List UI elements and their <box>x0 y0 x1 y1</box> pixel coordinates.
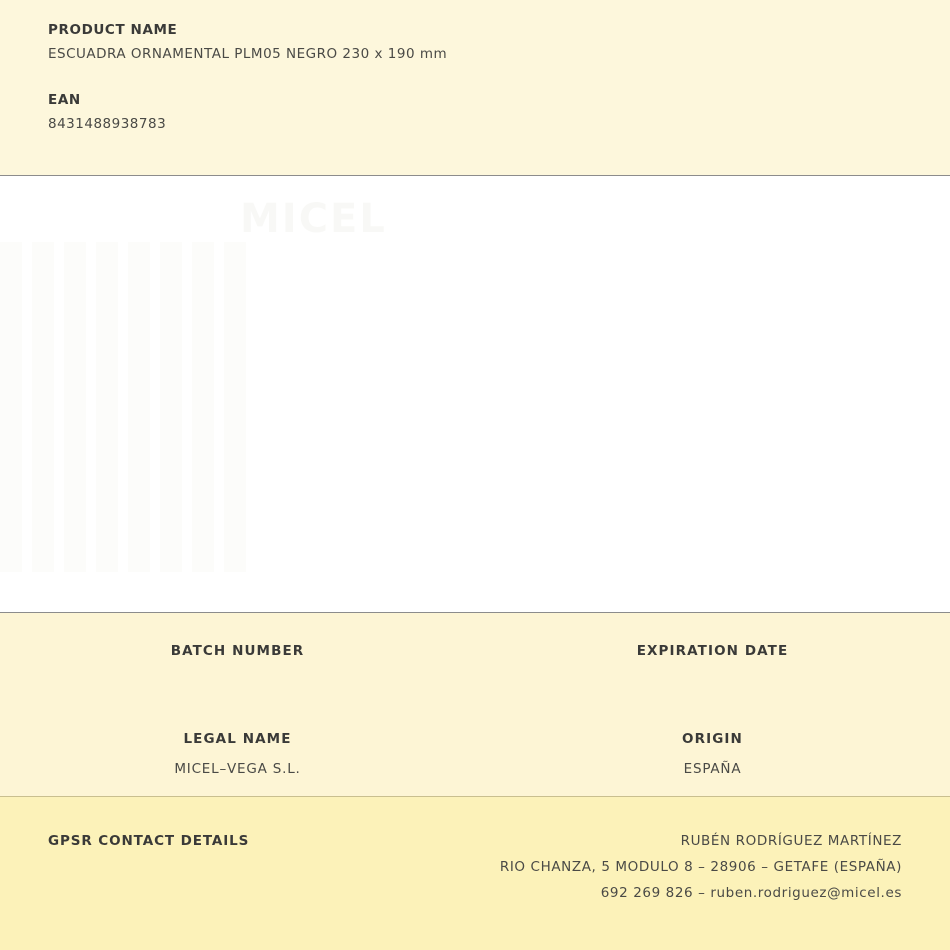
legal-name-label: LEGAL NAME <box>183 731 292 747</box>
expiration-date-value <box>475 659 950 675</box>
contact-address: RIO CHANZA, 5 MODULO 8 – 28906 – GETAFE (ESPAÑA) <box>499 859 902 875</box>
batch-row-2 <box>0 731 950 777</box>
contact-phone-email: 692 269 826 – ruben.rodriguez@micel.es <box>600 885 902 901</box>
gpsr-contact-details <box>500 833 902 911</box>
expiration-date-label: EXPIRATION DATE <box>636 643 789 659</box>
legal-name-cell <box>0 731 475 777</box>
ghost-bar <box>128 242 150 572</box>
product-image-placeholder <box>0 182 500 602</box>
ghost-bar <box>160 242 182 572</box>
spacer <box>48 62 950 92</box>
ghost-bar <box>0 242 22 572</box>
origin-label: ORIGIN <box>682 731 743 747</box>
ghost-bar <box>64 242 86 572</box>
ghost-bar <box>224 242 246 572</box>
batch-number-label: BATCH NUMBER <box>170 643 305 659</box>
ean-value: 8431488938783 <box>48 116 167 132</box>
contact-name: RUBÉN RODRÍGUEZ MARTÍNEZ <box>680 833 902 849</box>
batch-details-block <box>0 613 950 797</box>
batch-row-1 <box>0 643 950 675</box>
ghost-bar <box>32 242 54 572</box>
ean-label: EAN <box>48 92 81 108</box>
ghost-bar <box>192 242 214 572</box>
gpsr-contact-label: GPSR CONTACT DETAILS <box>48 833 250 849</box>
product-image-area <box>0 176 950 613</box>
expiration-date-cell <box>475 643 950 675</box>
image-watermark: MICEL <box>240 196 387 242</box>
gpsr-contact-block <box>0 797 950 950</box>
batch-number-cell <box>0 643 475 675</box>
legal-name-value: MICEL–VEGA S.L. <box>174 761 301 777</box>
origin-cell <box>475 731 950 777</box>
product-info-block <box>0 0 950 176</box>
product-name-value: ESCUADRA ORNAMENTAL PLM05 NEGRO 230 x 190 mm <box>48 46 448 62</box>
ghost-bar <box>96 242 118 572</box>
origin-value: ESPAÑA <box>683 761 742 777</box>
batch-number-value <box>0 659 475 675</box>
product-name-label: PRODUCT NAME <box>48 22 178 38</box>
